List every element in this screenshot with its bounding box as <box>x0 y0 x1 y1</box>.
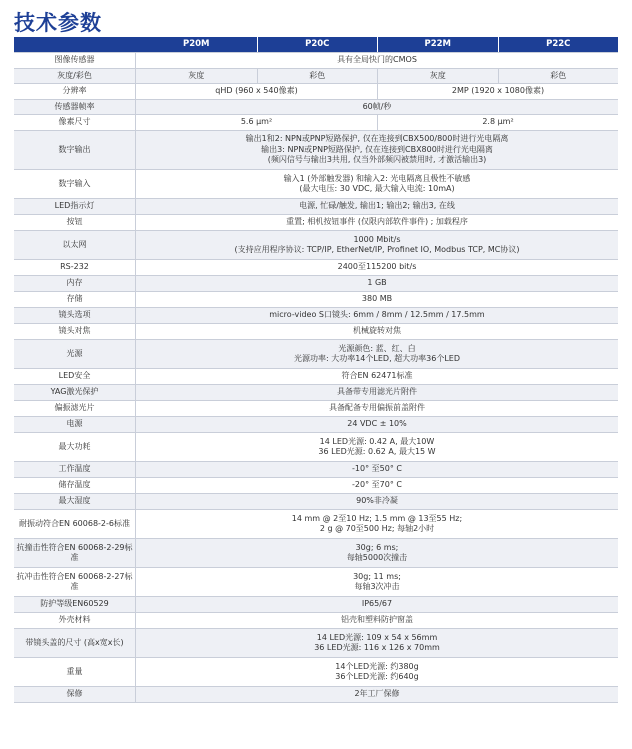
header-corner <box>14 37 136 52</box>
row-value <box>136 170 618 198</box>
table-row <box>14 260 618 276</box>
table-row <box>14 417 618 433</box>
row-value <box>136 401 618 416</box>
row-label: 耐振动符合EN 60068-2-6标准 <box>14 510 136 538</box>
table-row <box>14 613 618 629</box>
table-row <box>14 568 618 597</box>
row-value-line: 电源, 忙碌/触发, 输出1; 输出2; 输出3, 在线 <box>299 201 455 211</box>
row-label: 偏振滤光片 <box>14 401 136 416</box>
row-label: 镜头选项 <box>14 308 136 323</box>
row-value <box>136 292 618 307</box>
row-label: 防护等级EN60529 <box>14 597 136 612</box>
table-row <box>14 324 618 340</box>
row-value-line: 36 LED光源: 116 x 126 x 70mm <box>314 643 440 652</box>
row-value-cell: 灰度 <box>377 69 498 83</box>
row-value <box>136 658 618 686</box>
row-value <box>136 417 618 432</box>
table-row <box>14 658 618 687</box>
row-value <box>136 433 618 461</box>
row-value-cell: 彩色 <box>498 69 619 83</box>
row-label: 按钮 <box>14 215 136 230</box>
row-value-line: 1 GB <box>367 278 387 288</box>
row-label: 储存温度 <box>14 478 136 493</box>
row-value-line: 每轴5000次撞击 <box>346 553 408 562</box>
row-value-line: 90%非冷凝 <box>356 496 398 506</box>
table-row <box>14 100 618 115</box>
row-value-line: 14 mm @ 2至10 Hz; 1.5 mm @ 13至55 Hz; <box>291 513 463 523</box>
row-value <box>136 324 618 339</box>
row-label: 图像传感器 <box>14 53 136 68</box>
table-row <box>14 401 618 417</box>
row-value <box>136 100 618 114</box>
row-value-line: 输出1和2: NPN或PNP短路保护, 仅在连接到CBX500/800时进行光电隔离 <box>245 134 509 144</box>
row-value <box>136 629 618 657</box>
row-value-line: 输出3: NPN或PNP短路保护, 仅在连接到CBX800时进行光电隔离 <box>261 144 493 154</box>
row-value-line: 14个LED光源: 约380g <box>335 661 419 671</box>
row-label: LED指示灯 <box>14 199 136 214</box>
row-value-line: 1000 Mbit/s <box>353 234 401 244</box>
row-label: 内存 <box>14 276 136 291</box>
row-value-line: 光源颜色: 蓝、红、白 <box>338 343 416 353</box>
row-label: RS-232 <box>14 260 136 275</box>
row-value-line: micro-video S口镜头: 6mm / 8mm / 12.5mm / 17.5mm <box>269 310 485 320</box>
row-value-line: 36个LED光源: 约640g <box>335 672 419 681</box>
table-row <box>14 231 618 260</box>
row-label: 抗冲击性符合EN 60068-2-27标准 <box>14 568 136 596</box>
row-value-line: 重置; 相机按钮事件 (仅限内部软件事件) ; 加载程序 <box>286 217 468 227</box>
table-row <box>14 69 618 84</box>
row-value-line: -10° 至50° C <box>352 464 402 474</box>
row-value <box>136 613 618 628</box>
row-value-line: 具备配备专用偏振前盖附件 <box>329 403 425 413</box>
row-value <box>136 494 618 509</box>
table-row <box>14 131 618 170</box>
row-value <box>136 231 618 259</box>
row-value-line: 2年工厂保修 <box>354 689 400 699</box>
row-value-line: 24 VDC ± 10% <box>347 419 407 429</box>
row-value-cell: 5.6 μm² <box>240 117 273 127</box>
table-row <box>14 340 618 369</box>
row-label: 带镜头盖的尺寸 (高x宽x长) <box>14 629 136 657</box>
row-value-line: (最大电压: 30 VDC, 最大输入电流: 10mA) <box>299 184 455 193</box>
table-row <box>14 308 618 324</box>
header-model-p22c: P22C <box>498 37 619 52</box>
row-value-line: 60帧/秒 <box>362 101 392 111</box>
row-label: 电源 <box>14 417 136 432</box>
row-value <box>136 199 618 214</box>
row-value-line: (支持应用程序协议: TCP/IP, EtherNet/IP, Profinet IO, Modbus TCP, MC协议) <box>234 245 520 254</box>
row-value-cell: 2MP (1920 x 1080像素) <box>377 84 618 99</box>
row-value-line: 具备带专用滤光片附件 <box>337 387 417 397</box>
row-label: 数字输入 <box>14 170 136 198</box>
page-title: 技术参数 <box>14 11 102 35</box>
table-row <box>14 199 618 215</box>
row-label: 外壳材料 <box>14 613 136 628</box>
row-label: 抗撞击性符合EN 60068-2-29标准 <box>14 539 136 567</box>
row-value-cell: 彩色 <box>257 69 378 83</box>
row-value-line: 380 MB <box>361 294 393 304</box>
table-row <box>14 629 618 658</box>
row-value <box>136 308 618 323</box>
row-value <box>136 568 618 596</box>
row-value <box>136 462 618 477</box>
row-label: 最大功耗 <box>14 433 136 461</box>
row-value-line: 输入1 (外部触发器) 和输入2: 光电隔离且极性不敏感 <box>283 173 471 183</box>
table-row <box>14 53 618 69</box>
row-value-line: 30g; 6 ms; <box>355 542 399 552</box>
table-row <box>14 170 618 199</box>
row-value-line: -20° 至70° C <box>352 480 402 490</box>
row-value-line: 30g; 11 ms; <box>353 571 401 581</box>
row-value-line: 14 LED光源: 0.42 A, 最大10W <box>319 436 435 446</box>
table-row <box>14 597 618 613</box>
row-label: 保修 <box>14 687 136 702</box>
row-value <box>136 340 618 368</box>
table-row <box>14 385 618 401</box>
row-label: 存储 <box>14 292 136 307</box>
table-row <box>14 292 618 308</box>
table-row <box>14 539 618 568</box>
row-label: 灰度/彩色 <box>14 69 136 83</box>
table-row <box>14 462 618 478</box>
header-model-p20m: P20M <box>182 39 210 50</box>
row-value <box>136 276 618 291</box>
row-value-line: 光源功率: 大功率14个LED, 超大功率36个LED <box>293 354 461 363</box>
row-label: 传感器帧率 <box>14 100 136 114</box>
header-model-p22m: P22M <box>377 37 498 52</box>
row-label: 以太网 <box>14 231 136 259</box>
row-value <box>136 597 618 612</box>
row-label: 光源 <box>14 340 136 368</box>
table-row <box>14 115 618 131</box>
row-label: 最大湿度 <box>14 494 136 509</box>
row-label: 数字输出 <box>14 131 136 169</box>
row-label: LED安全 <box>14 369 136 384</box>
row-value-line: 铝壳和塑料防护窗盖 <box>341 615 413 625</box>
row-value-line: 2 g @ 70至500 Hz; 每轴2小时 <box>319 524 435 533</box>
table-row <box>14 215 618 231</box>
row-value <box>136 131 618 169</box>
row-label: 镜头对焦 <box>14 324 136 339</box>
row-value-cell: qHD (960 x 540像素) <box>215 86 298 96</box>
row-value <box>136 539 618 567</box>
table-row <box>14 478 618 494</box>
row-value-line: 符合EN 62471标准 <box>341 371 413 381</box>
row-label: YAG激光保护 <box>14 385 136 400</box>
row-value-line: 机械旋转对焦 <box>353 326 401 336</box>
row-value <box>136 510 618 538</box>
row-value <box>136 369 618 384</box>
table-header <box>14 37 618 53</box>
row-value-cell: 灰度 <box>188 70 205 80</box>
table-row <box>14 433 618 462</box>
row-value <box>136 53 618 68</box>
row-value <box>136 385 618 400</box>
table-row <box>14 84 618 100</box>
table-row <box>14 687 618 703</box>
row-value <box>136 260 618 275</box>
row-value <box>136 215 618 230</box>
table-row <box>14 494 618 510</box>
row-value-line: 每轴3次冲击 <box>354 582 400 591</box>
table-row <box>14 369 618 385</box>
row-value-line: 2400至115200 bit/s <box>337 262 417 272</box>
row-value <box>136 478 618 493</box>
row-value-line: IP65/67 <box>361 599 393 609</box>
table-row <box>14 276 618 292</box>
row-value-line: 14 LED光源: 109 x 54 x 56mm <box>316 632 438 642</box>
row-label: 像素尺寸 <box>14 115 136 130</box>
row-label: 工作温度 <box>14 462 136 477</box>
table-row <box>14 510 618 539</box>
row-value-line: 具有全局快门的CMOS <box>337 55 417 65</box>
row-value-cell: 2.8 μm² <box>377 115 618 130</box>
row-value-line: 36 LED光源: 0.62 A, 最大15 W <box>318 447 436 456</box>
row-value <box>136 687 618 702</box>
header-model-p20c: P20C <box>257 37 378 52</box>
spec-table <box>14 37 618 703</box>
row-label: 重量 <box>14 658 136 686</box>
row-label: 分辨率 <box>14 84 136 99</box>
row-value-line: (频闪信号与输出3共用, 仅当外部频闪被禁用时, 才激活输出3) <box>267 155 487 165</box>
